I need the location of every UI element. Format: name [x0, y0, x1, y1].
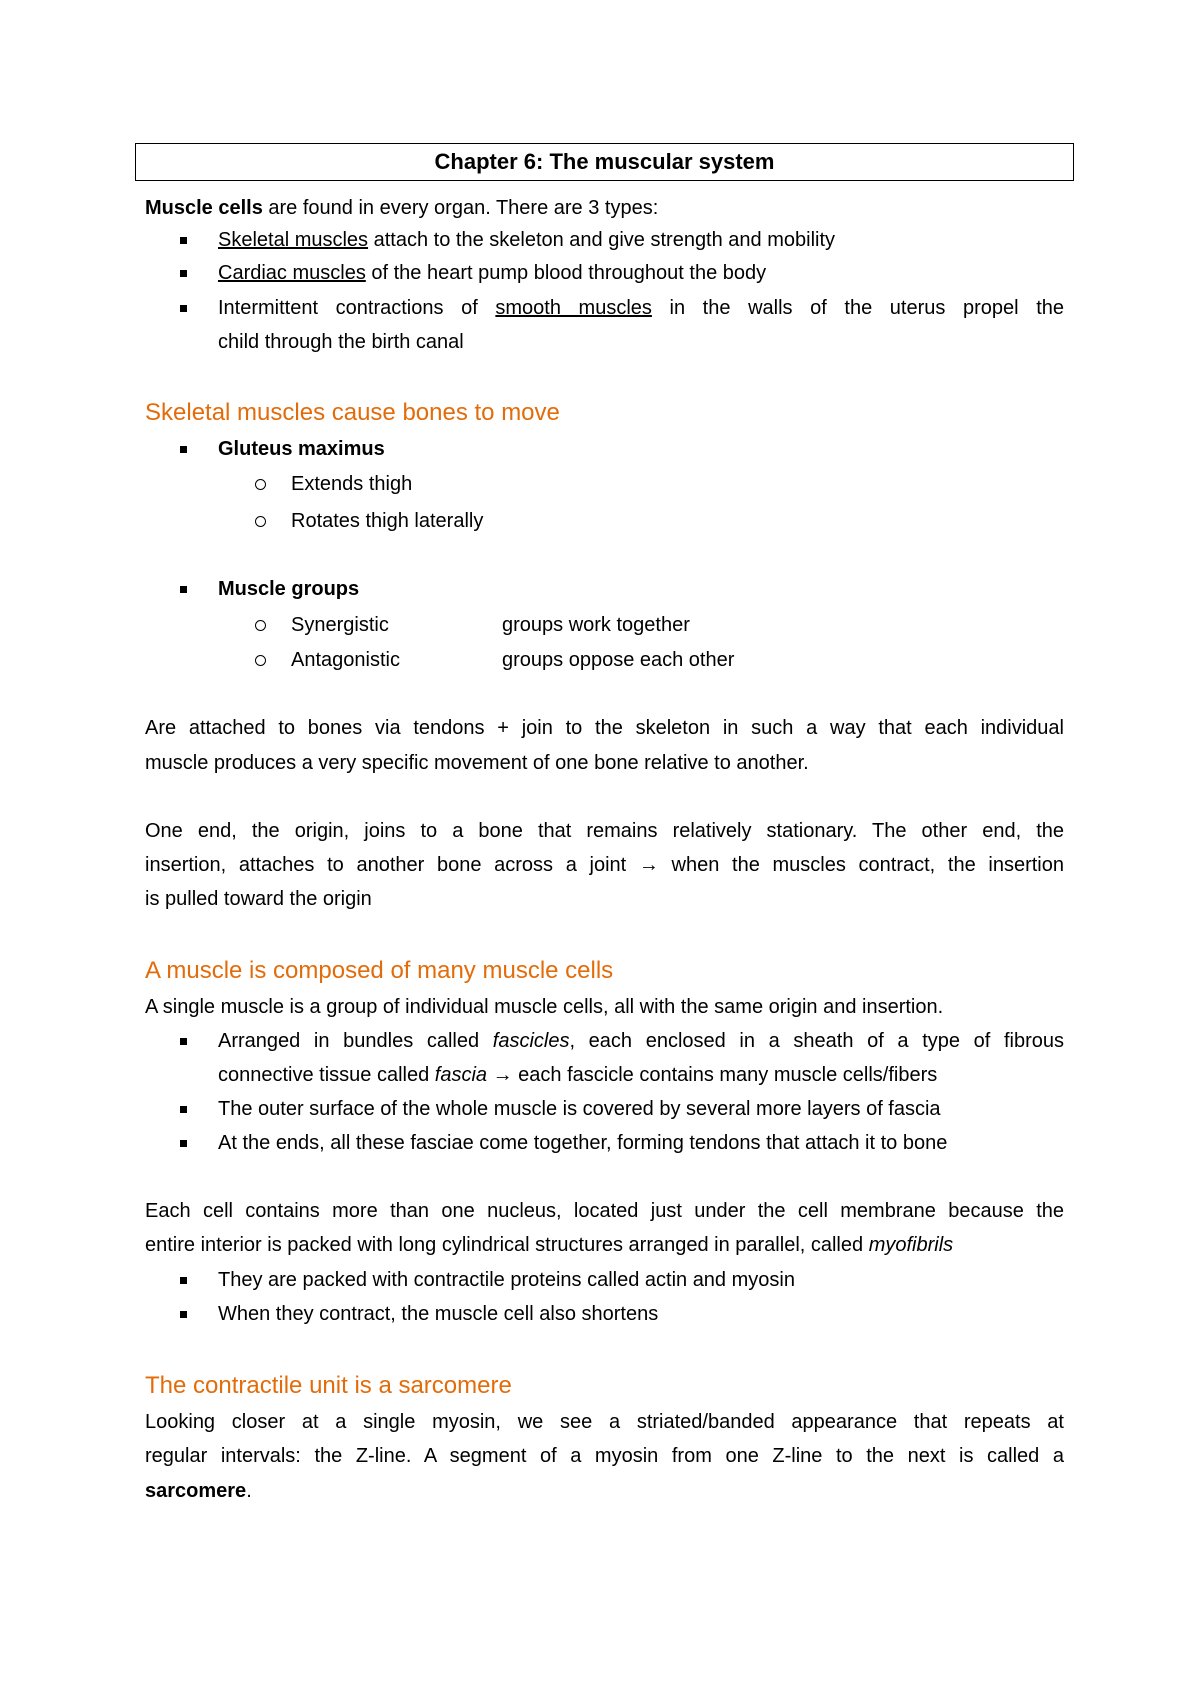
bullet-icon [180, 1263, 187, 1297]
list-item-text: → each fascicle contains many muscle cells/fibers [487, 1064, 938, 1086]
paragraph-line [145, 1474, 252, 1508]
bullet-icon [180, 223, 187, 257]
circle-bullet-icon [255, 504, 266, 538]
bullet-icon [180, 291, 187, 325]
chapter-title: Chapter 6: The muscular system [135, 143, 1074, 181]
paragraph-line: is pulled toward the origin [145, 888, 372, 910]
list-item: At the ends, all these fasciae come together, forming tendons that attach it to bone [218, 1132, 948, 1154]
paragraph-text: . [246, 1480, 252, 1502]
section-heading: The contractile unit is a sarcomere [145, 1372, 512, 1399]
group-desc: groups oppose each other [502, 649, 735, 671]
paragraph-line: Are attached to bones via tendons + join to the skeleton in such a way that each individual [145, 717, 1064, 739]
list-item-text: Arranged in bundles called [218, 1030, 493, 1052]
circle-bullet-icon [255, 643, 266, 677]
bullet-icon [180, 1024, 187, 1058]
paragraph-line: Each cell contains more than one nucleus, located just under the cell membrane because the [145, 1200, 1064, 1222]
type-term: Skeletal muscles [218, 229, 369, 251]
group-name: Synergistic [291, 614, 389, 636]
type-item-cardiac [218, 256, 766, 290]
list-item-text: , each enclosed in a sheath of a type of fibrous [569, 1030, 1064, 1052]
section-heading: Skeletal muscles cause bones to move [145, 399, 560, 426]
type-term: smooth muscles [495, 297, 652, 319]
bullet-icon [180, 572, 187, 606]
circle-bullet-icon [255, 467, 266, 501]
list-item-cont [218, 1058, 937, 1092]
term-sarcomere: sarcomere [145, 1480, 247, 1502]
intro-lead-term: Muscle cells [145, 197, 263, 219]
paragraph-line: muscle produces a very specific movement of one bone relative to another. [145, 752, 809, 774]
paragraph-line: Looking closer at a single myosin, we see a striated/banded appearance that repeats at [145, 1411, 1064, 1433]
list-item: When they contract, the muscle cell also shortens [218, 1303, 659, 1325]
intro-line [145, 191, 658, 225]
term-fascicles: fascicles [492, 1030, 570, 1052]
type-text: attach to the skeleton and give strength and mobility [368, 229, 836, 251]
type-item-smooth-cont: child through the birth canal [218, 331, 464, 353]
list-item-text: connective tissue called [218, 1064, 435, 1086]
group-name: Antagonistic [291, 649, 400, 671]
bullet-icon [180, 432, 187, 466]
term-myofibrils: myofibrils [868, 1234, 954, 1256]
gluteus-label: Gluteus maximus [218, 438, 385, 460]
paragraph-line: One end, the origin, joins to a bone that remains relatively stationary. The other end, the [145, 820, 1064, 842]
section-heading: A muscle is composed of many muscle cells [145, 957, 614, 984]
group-desc: groups work together [502, 614, 690, 636]
paragraph-line [145, 1228, 953, 1262]
list-item: They are packed with contractile proteins called actin and myosin [218, 1269, 795, 1291]
circle-bullet-icon [255, 608, 266, 642]
type-pre: Intermittent contractions of [218, 297, 496, 319]
bullet-icon [180, 256, 187, 290]
type-text: in the walls of the uterus propel the [651, 297, 1064, 319]
type-item-smooth [218, 291, 1064, 325]
gluteus-item: Extends thigh [291, 473, 413, 495]
bullet-icon [180, 1092, 187, 1126]
paragraph-text: entire interior is packed with long cylindrical structures arranged in parallel, called [145, 1234, 869, 1256]
bullet-icon [180, 1297, 187, 1331]
paragraph-line: A single muscle is a group of individual muscle cells, all with the same origin and insertion. [145, 996, 944, 1018]
paragraph-line: regular intervals: the Z-line. A segment of a myosin from one Z-line to the next is called a [145, 1445, 1064, 1467]
type-text: of the heart pump blood throughout the body [365, 262, 767, 284]
intro-lead-text: are found in every organ. There are 3 types: [262, 197, 659, 219]
paragraph-line: insertion, attaches to another bone across a joint → when the muscles contract, the insertion [145, 854, 1064, 876]
list-item: The outer surface of the whole muscle is covered by several more layers of fascia [218, 1098, 941, 1120]
bullet-icon [180, 1126, 187, 1160]
groups-label: Muscle groups [218, 578, 360, 600]
list-item [218, 1024, 1064, 1058]
gluteus-item: Rotates thigh laterally [291, 510, 484, 532]
type-term: Cardiac muscles [218, 262, 366, 284]
type-item-skeletal [218, 223, 835, 257]
term-fascia: fascia [434, 1064, 488, 1086]
